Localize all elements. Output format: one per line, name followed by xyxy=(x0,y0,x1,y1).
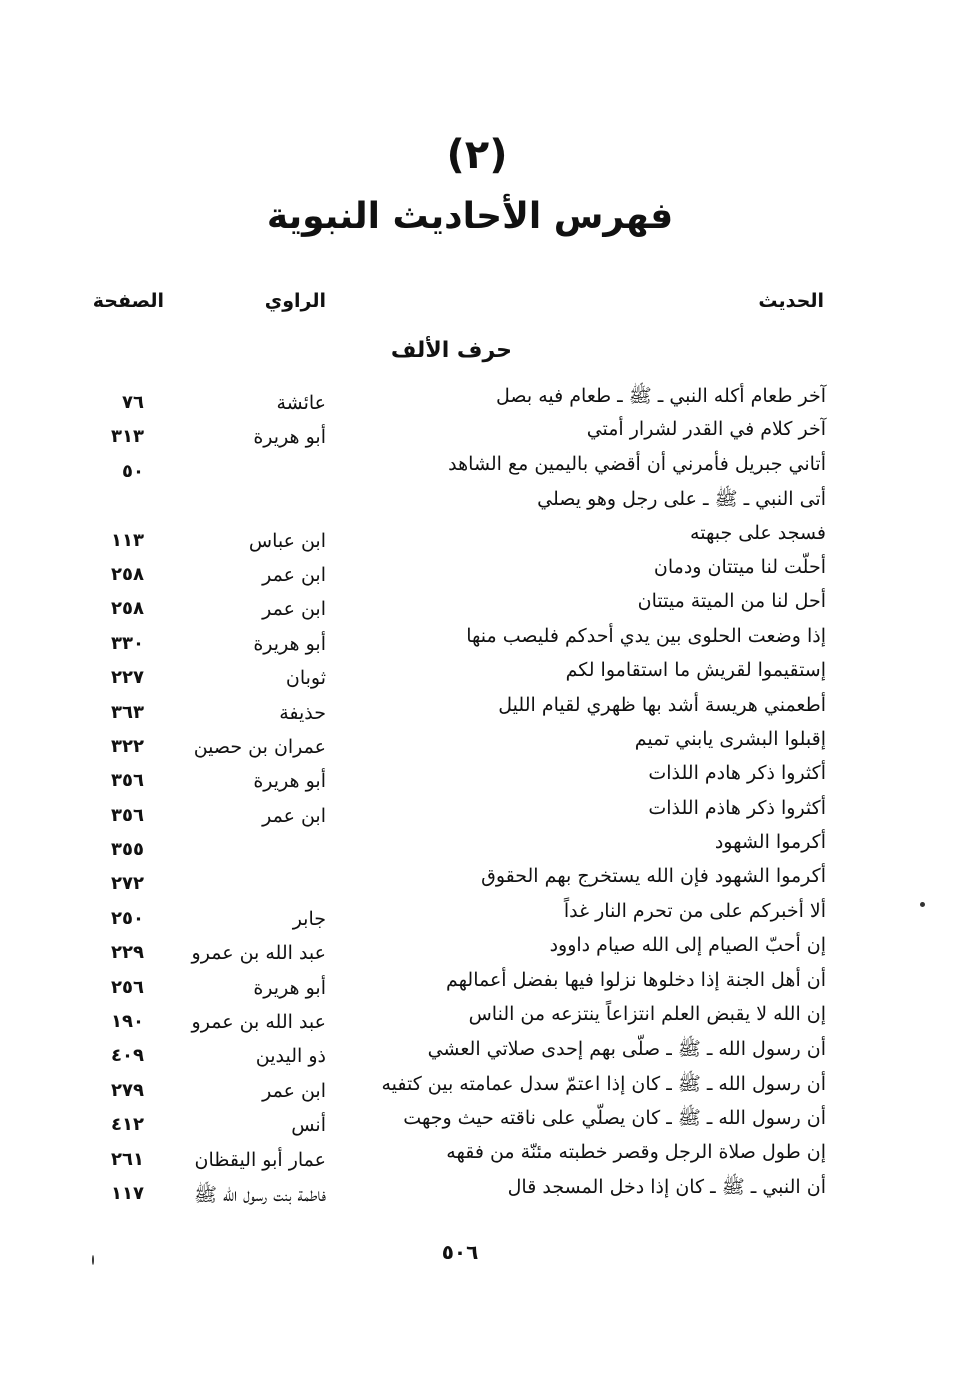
narrator-name: أبو هريرة xyxy=(253,976,326,999)
page-reference: ٢٥٦ xyxy=(111,976,144,998)
header-narrator: الراوي xyxy=(264,290,326,312)
hadith-text: أحلّت لنا ميتتان ودمان xyxy=(653,555,826,578)
hadith-text: ألا أخبركم على من تحرم النار غداً xyxy=(563,899,826,922)
page-reference: ٢٢٩ xyxy=(111,942,144,964)
index-entry xyxy=(0,793,954,827)
index-entry xyxy=(0,999,954,1033)
hadith-text: أن النبي ـ ﷺ ـ كان إذا دخل المسجد قال xyxy=(507,1175,826,1198)
narrator-name: أنس xyxy=(291,1114,326,1137)
index-entry xyxy=(0,724,954,758)
page-reference: ٢٢٧ xyxy=(111,667,144,689)
page-reference: ٢٦١ xyxy=(111,1148,144,1170)
hadith-text: أن رسول الله ـ ﷺ ـ كان إذا اعتمّ سدل عمامته بين كتفيه xyxy=(381,1072,826,1095)
index-entry xyxy=(0,861,954,895)
index-entry xyxy=(0,827,954,861)
page-reference: ٣٥٥ xyxy=(111,839,144,861)
page-reference: ١١٧ xyxy=(111,1182,144,1204)
index-entry xyxy=(0,758,954,792)
page-title: فهرس الأحاديث النبوية xyxy=(266,196,674,237)
narrator-name: جابر xyxy=(292,907,326,930)
narrator-name: حذيفة xyxy=(279,701,326,724)
narrator-name: ثوبان xyxy=(285,667,326,690)
narrator-name: ابن عمر xyxy=(262,1079,326,1102)
page-reference: ٤٠٩ xyxy=(111,1045,144,1067)
header-hadith: الحديث xyxy=(758,290,824,312)
index-entry xyxy=(0,930,954,964)
page-reference: ٢٥٨ xyxy=(111,598,144,620)
letter-heading: حرف الألف xyxy=(390,338,512,363)
hadith-text: أتاني جبريل فأمرني أن أقضي باليمين مع الشاهد xyxy=(448,452,826,475)
index-entry xyxy=(0,518,954,552)
page-reference: ٢٥٨ xyxy=(111,563,144,585)
hadith-text: إن الله لا يقبض العلم انتزاعاً ينتزعه من الناس xyxy=(468,1003,826,1026)
page-reference: ٣٢٢ xyxy=(111,735,144,757)
hadith-text: أكثروا ذكر هادم اللذات xyxy=(648,762,826,785)
column-headers xyxy=(0,290,954,326)
page-number: ٥٠٦ xyxy=(441,1240,479,1264)
hadith-text: أحل لنا من الميتة ميتتان xyxy=(637,590,826,613)
page-reference: ٣٥٦ xyxy=(111,770,144,792)
page-reference: ٧٦ xyxy=(122,392,144,413)
scan-speck xyxy=(920,902,925,907)
index-entry xyxy=(0,965,954,999)
page-reference: ٥٠ xyxy=(122,460,144,482)
index-entry xyxy=(0,483,954,517)
hadith-index-list xyxy=(0,380,954,1205)
index-entry xyxy=(0,896,954,930)
hadith-text: إذا وضعت الحلوى بين يدي أحدكم فليصب منها xyxy=(466,624,826,647)
page-reference: ١٩٠ xyxy=(111,1011,144,1033)
index-entry xyxy=(0,414,954,448)
hadith-text: أن أهل الجنة إذا دخلوها نزلوا فيها بفضل أعمالهم xyxy=(446,968,826,991)
narrator-name: عبد الله بن عمرو xyxy=(191,942,326,965)
page-reference: ٣٣٠ xyxy=(111,632,144,654)
hadith-text: أن رسول الله ـ ﷺ ـ صلّى بهم إحدى صلاتي العشي xyxy=(427,1038,826,1061)
page-reference: ١١٣ xyxy=(111,529,144,551)
page-reference: ٢٧٢ xyxy=(111,873,144,895)
index-entry xyxy=(0,1171,954,1205)
page-reference: ٢٧٩ xyxy=(111,1079,144,1101)
hadith-text: آخر كلام في القدر لشرار أمتي xyxy=(586,418,826,441)
index-entry xyxy=(0,1068,954,1102)
narrator-name: ابن عمر xyxy=(262,804,326,827)
narrator-name: أبو هريرة xyxy=(253,632,326,655)
narrator-name: عمران بن حصين xyxy=(193,735,326,758)
hadith-text: إن طول صلاة الرجل وقصر خطبته مئنّة من فقهه xyxy=(446,1140,826,1163)
hadith-text: أكرموا الشهود فإن الله يستخرج بهم الحقوق xyxy=(481,865,826,888)
hadith-text: آخر طعام أكله النبي ـ ﷺ ـ طعام فيه بصل xyxy=(496,385,826,407)
hadith-text: إستقيموا لقريش ما استقاموا لكم xyxy=(565,659,826,682)
page-reference: ٤١٢ xyxy=(111,1114,144,1136)
index-entry xyxy=(0,586,954,620)
hadith-text: أطعمني هريسة أشد بها ظهري لقيام الليل xyxy=(498,693,826,716)
narrator-name: عبد الله بن عمرو xyxy=(191,1011,326,1034)
index-entry xyxy=(0,655,954,689)
hadith-text: فسجد على جبهته xyxy=(690,521,826,544)
index-entry xyxy=(0,380,954,414)
page-reference: ٢٥٠ xyxy=(111,907,144,929)
hadith-text: إن أحبّ الصيام إلى الله صيام داوود xyxy=(549,934,826,957)
page-reference: ٣٦٣ xyxy=(111,701,144,723)
narrator-name: ابن عمر xyxy=(262,598,326,621)
hadith-text: أكثروا ذكر هاذم اللذات xyxy=(648,796,826,819)
index-entry xyxy=(0,1137,954,1171)
index-entry xyxy=(0,552,954,586)
narrator-name: ابن عباس xyxy=(248,529,326,552)
index-entry xyxy=(0,621,954,655)
index-entry xyxy=(0,449,954,483)
narrator-name: أبو هريرة xyxy=(253,770,326,793)
section-number: (٢) xyxy=(446,132,508,178)
narrator-name: أبو هريرة xyxy=(253,426,326,449)
narrator-name: ذو اليدين xyxy=(255,1045,326,1068)
hadith-text: أكرموا الشهود xyxy=(714,831,826,854)
index-entry xyxy=(0,1033,954,1067)
page-reference: ٣١٣ xyxy=(111,426,144,448)
narrator-name: عائشة xyxy=(276,392,326,414)
narrator-name: ابن عمر xyxy=(262,563,326,586)
index-entry xyxy=(0,690,954,724)
header-page: الصفحة xyxy=(92,290,164,312)
index-entry xyxy=(0,1102,954,1136)
hadith-text: أن رسول الله ـ ﷺ ـ كان يصلّي على ناقته حيث وجهت xyxy=(403,1107,826,1130)
narrator-name: عمار أبو اليقظان xyxy=(194,1148,326,1171)
page-reference: ٣٥٦ xyxy=(111,804,144,826)
hadith-text: إقبلوا البشرى يابني تميم xyxy=(634,727,826,750)
scan-mark xyxy=(92,1255,94,1265)
narrator-name: فاطمة بنت رسول الله ﷺ xyxy=(193,1183,326,1206)
hadith-text: أتى النبي ـ ﷺ ـ على رجل وهو يصلي xyxy=(537,488,826,511)
